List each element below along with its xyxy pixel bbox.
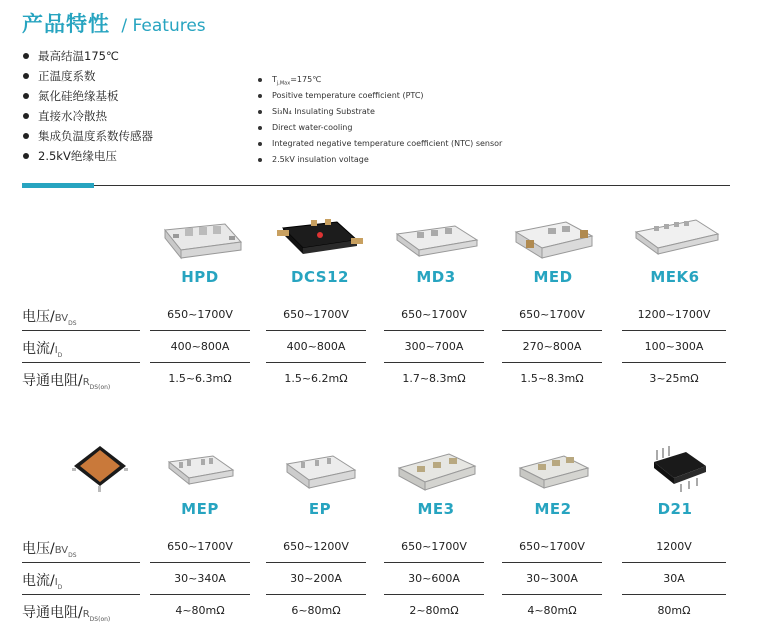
resistance-value-cell: 80mΩ [657,604,691,617]
row-divider [502,330,602,331]
row-divider [266,362,366,363]
row-divider [502,594,602,595]
product-name: MD3 [416,268,456,286]
current-value-cell: 100~300A [644,340,704,353]
product-me2[interactable] [503,446,603,518]
resistance-value-cell: 1.5~6.2mΩ [284,372,348,385]
product-name: MEP [181,500,219,518]
resistance-value-cell: 6~80mΩ [291,604,341,617]
feature-en-sub: j,Max [276,80,291,87]
row-label-symbol: BV [54,313,69,324]
feature-en-item [258,152,502,168]
product-bare-package[interactable] [70,440,130,500]
resistance-value-cell: 1.5~6.3mΩ [168,372,232,385]
feature-cn-text: 正温度系数 [38,69,96,83]
row-divider [502,562,602,563]
bullet-icon [23,153,29,159]
feature-cn-item [22,146,153,166]
current-value-cell: 30~200A [290,572,342,585]
row-label-voltage [22,306,77,327]
feature-cn-text: 2.5kV绝缘电压 [38,149,117,163]
row-label-voltage [22,538,77,559]
voltage-value-cell: 1200V [656,540,692,553]
product-mek6[interactable] [625,214,725,286]
row-label-current [22,570,62,591]
row-label-subscript: DS [68,319,77,327]
row-label-symbol: I [54,577,58,588]
feature-cn-item [22,66,153,86]
product-name: HPD [181,268,219,286]
row-label-cn: 电流/ [22,341,55,357]
feature-en-item [258,120,502,136]
row-label-cn: 导通电阻/ [22,605,83,621]
current-value-cell: 30A [663,572,685,585]
row-label-cn: 电压/ [22,309,55,325]
current-value-cell: 30~300A [526,572,578,585]
feature-en-post: =175℃ [290,75,322,84]
bare-die-package-icon [70,440,130,500]
feature-cn-item [22,86,153,106]
bullet-icon [23,73,29,79]
bullet-icon [258,78,262,82]
voltage-value-cell: 650~1700V [167,308,233,321]
title-separator: / [116,16,133,36]
resistance-value-cell: 4~80mΩ [527,604,577,617]
title-cn: 产品特性 [22,12,110,36]
product-name: MEK6 [650,268,700,286]
row-label-subscript: D [57,351,63,359]
row-divider [266,594,366,595]
row-label-symbol: R [82,609,90,620]
row-label-subscript: DS(on) [89,615,111,623]
resistance-value-cell: 1.7~8.3mΩ [402,372,466,385]
title-en-wrap [116,16,206,36]
feature-cn-text: 氮化硅绝缘基板 [38,89,119,103]
row-divider [22,362,140,363]
resistance-value-cell: 3~25mΩ [649,372,699,385]
current-value-cell: 300~700A [404,340,464,353]
row-label-subscript: DS [68,551,77,559]
current-value-cell: 400~800A [286,340,346,353]
row-label-current [22,338,62,359]
row-divider [150,362,250,363]
voltage-value-cell: 650~1700V [283,308,349,321]
bullet-icon [23,93,29,99]
row-divider [622,562,726,563]
resistance-value-cell: 4~80mΩ [175,604,225,617]
voltage-value-cell: 650~1700V [167,540,233,553]
row-label-subscript: DS(on) [89,383,111,391]
bullet-icon [258,126,262,130]
row-label-cn: 导通电阻/ [22,373,83,389]
med-module-icon [508,214,598,264]
row-divider [622,594,726,595]
bullet-icon [258,158,262,162]
feature-cn-text: 直接水冷散热 [38,109,107,123]
row-label-symbol: R [82,377,90,388]
feature-en-item [258,72,502,88]
feature-en-text: T [272,75,277,84]
feature-en-text: Positive temperature coefficient (PTC) [272,91,424,100]
feature-en-text: Direct water-cooling [272,123,353,132]
current-value-cell: 400~800A [170,340,230,353]
dcs12-module-icon [275,214,365,264]
row-divider [384,594,484,595]
row-divider [384,562,484,563]
row-divider [150,330,250,331]
row-divider [22,594,140,595]
product-ep[interactable] [270,446,370,518]
features-cn-list [22,46,153,166]
voltage-value-cell: 650~1200V [283,540,349,553]
product-me3[interactable] [386,446,486,518]
resistance-value-cell: 1.5~8.3mΩ [520,372,584,385]
row-label-cn: 电压/ [22,541,55,557]
bullet-icon [23,133,29,139]
feature-en-text: Integrated negative temperature coefficient (NTC) sensor [272,139,503,148]
product-name: ME3 [417,500,455,518]
row-divider [150,562,250,563]
row-divider [22,330,140,331]
d21-module-icon [630,446,720,496]
feature-en-item [258,104,502,120]
features-en-list [258,72,502,168]
bullet-icon [258,94,262,98]
mek6-module-icon [630,214,720,264]
row-label-symbol: I [54,345,58,356]
current-value-cell: 270~800A [522,340,582,353]
me3-module-icon [391,446,481,496]
row-divider [266,330,366,331]
product-name: DCS12 [291,268,349,286]
voltage-value-cell: 650~1700V [519,308,585,321]
feature-cn-item [22,106,153,126]
product-d21[interactable] [625,446,725,518]
title-en: Features [132,16,206,36]
row-divider [622,330,726,331]
product-name: ME2 [534,500,572,518]
voltage-value-cell: 1200~1700V [637,308,711,321]
bullet-icon [258,110,262,114]
md3-module-icon [391,214,481,264]
product-dcs12[interactable] [270,214,370,286]
product-name: MED [533,268,573,286]
feature-cn-item [22,46,153,66]
feature-en-text: Si₃N₄ Insulating Substrate [272,107,375,116]
row-divider [150,594,250,595]
product-md3[interactable] [386,214,486,286]
current-value-cell: 30~600A [408,572,460,585]
feature-cn-text: 最高结温175℃ [38,49,119,63]
row-label-resistance [22,370,110,391]
section-divider-line [94,185,730,186]
voltage-value-cell: 650~1700V [401,308,467,321]
bullet-icon [23,113,29,119]
page-title [22,8,206,38]
resistance-value-cell: 2~80mΩ [409,604,459,617]
row-label-cn: 电流/ [22,573,55,589]
row-divider [384,330,484,331]
ep-module-icon [275,446,365,496]
feature-en-item [258,88,502,104]
product-med[interactable] [503,214,603,286]
mep-module-icon [155,446,245,496]
product-hpd[interactable] [150,214,250,286]
feature-cn-text: 集成负温度系数传感器 [38,129,153,143]
row-label-subscript: D [57,583,63,591]
row-divider [384,362,484,363]
voltage-value-cell: 650~1700V [401,540,467,553]
section-divider-accent [22,183,94,188]
product-mep[interactable] [150,446,250,518]
product-name: D21 [657,500,693,518]
current-value-cell: 30~340A [174,572,226,585]
bullet-icon [23,53,29,59]
product-name: EP [308,500,332,518]
row-divider [22,562,140,563]
row-divider [502,362,602,363]
row-divider [266,562,366,563]
feature-en-item [258,136,502,152]
row-label-resistance [22,602,110,623]
row-label-symbol: BV [54,545,69,556]
hpd-module-icon [155,214,245,264]
row-divider [622,362,726,363]
feature-cn-item [22,126,153,146]
bullet-icon [258,142,262,146]
feature-en-text: 2.5kV insulation voltage [272,155,369,164]
me2-module-icon [508,446,598,496]
voltage-value-cell: 650~1700V [519,540,585,553]
